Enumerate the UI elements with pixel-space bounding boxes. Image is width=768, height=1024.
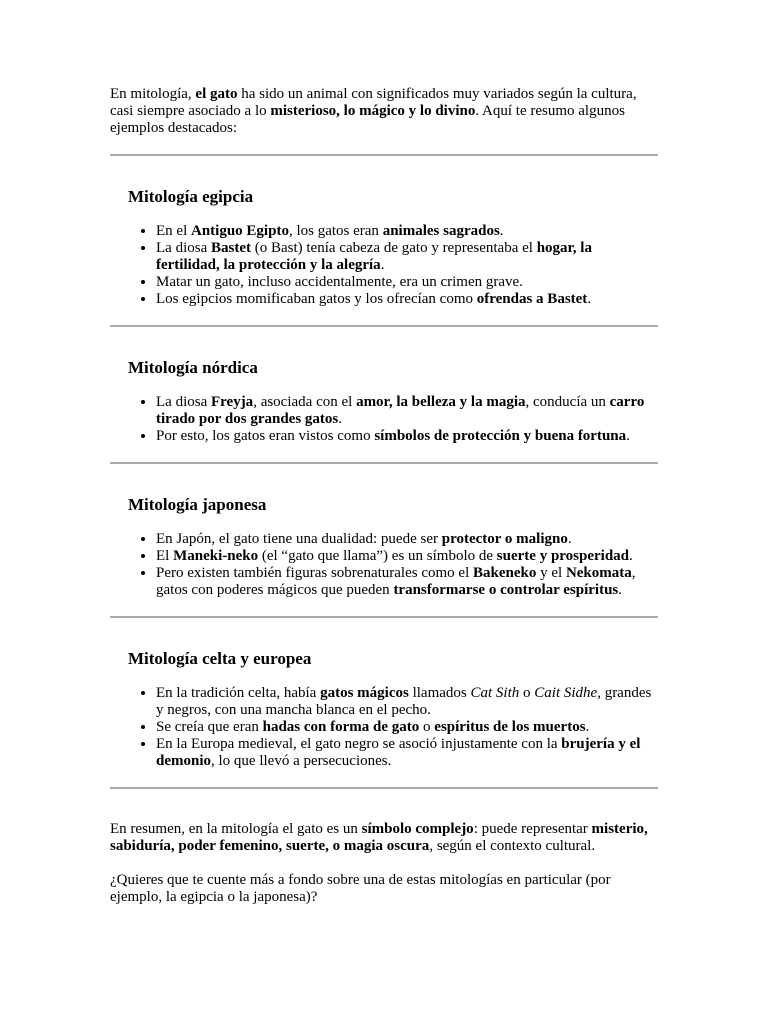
section-heading: Mitología japonesa [128, 495, 267, 514]
section-heading: Mitología celta y europea [128, 649, 312, 668]
bullet-list [128, 223, 658, 308]
divider [110, 154, 658, 156]
document-body [110, 86, 658, 906]
section-japanese [110, 495, 658, 599]
section-heading: Mitología egipcia [128, 187, 254, 206]
divider [110, 325, 658, 327]
list-item: • Pero existen también figuras sobrenaturales como el Bakeneko y el Nekomata, gatos con poderes mágicos que pueden transformarse o controlar espíritus. [156, 565, 658, 599]
intro-paragraph: En mitología, el gato ha sido un animal con significados muy variados según la cultura, casi siempre asociado a lo misterioso, lo mágico y lo divino. Aquí te resumo algunos ejemplos destacados: [110, 86, 637, 136]
section-heading: Mitología nórdica [128, 358, 258, 377]
list-item: • En Japón, el gato tiene una dualidad: puede ser protector o maligno. [156, 531, 658, 548]
list-item: • Matar un gato, incluso accidentalmente, era un crimen grave. [156, 274, 658, 291]
list-item: • En el Antiguo Egipto, los gatos eran animales sagrados. [156, 223, 658, 240]
list-item: • En la Europa medieval, el gato negro se asoció injustamente con la brujería y el demonio, lo que llevó a persecuciones. [156, 736, 658, 770]
bullet-list [128, 394, 658, 445]
list-item: • Se creía que eran hadas con forma de gato o espíritus de los muertos. [156, 719, 658, 736]
list-item: • Por esto, los gatos eran vistos como símbolos de protección y buena fortuna. [156, 428, 658, 445]
follow-up-question: ¿Quieres que te cuente más a fondo sobre una de estas mitologías en particular (por ejemplo, la egipcia o la japonesa)? [110, 872, 611, 905]
list-item: • Los egipcios momificaban gatos y los ofrecían como ofrendas a Bastet. [156, 291, 658, 308]
bullet-list [128, 685, 658, 770]
divider [110, 616, 658, 618]
section-egyptian [110, 187, 658, 308]
divider [110, 462, 658, 464]
divider [110, 787, 658, 789]
summary-paragraph: En resumen, en la mitología el gato es un símbolo complejo: puede representar misterio, sabiduría, poder femenino, suerte, o magia oscura, según el contexto cultural. [110, 821, 648, 854]
list-item: • El Maneki-neko (el “gato que llama”) es un símbolo de suerte y prosperidad. [156, 548, 658, 565]
list-item: • La diosa Freyja, asociada con el amor, la belleza y la magia, conducía un carro tirado por dos grandes gatos. [156, 394, 658, 428]
list-item: • La diosa Bastet (o Bast) tenía cabeza de gato y representaba el hogar, la fertilidad, la protección y la alegría. [156, 240, 658, 274]
section-celtic-european [110, 649, 658, 770]
list-item: • En la tradición celta, había gatos mágicos llamados Cat Sith o Cait Sidhe, grandes y negros, con una mancha blanca en el pecho. [156, 685, 658, 719]
section-norse [110, 358, 658, 445]
bullet-list [128, 531, 658, 599]
